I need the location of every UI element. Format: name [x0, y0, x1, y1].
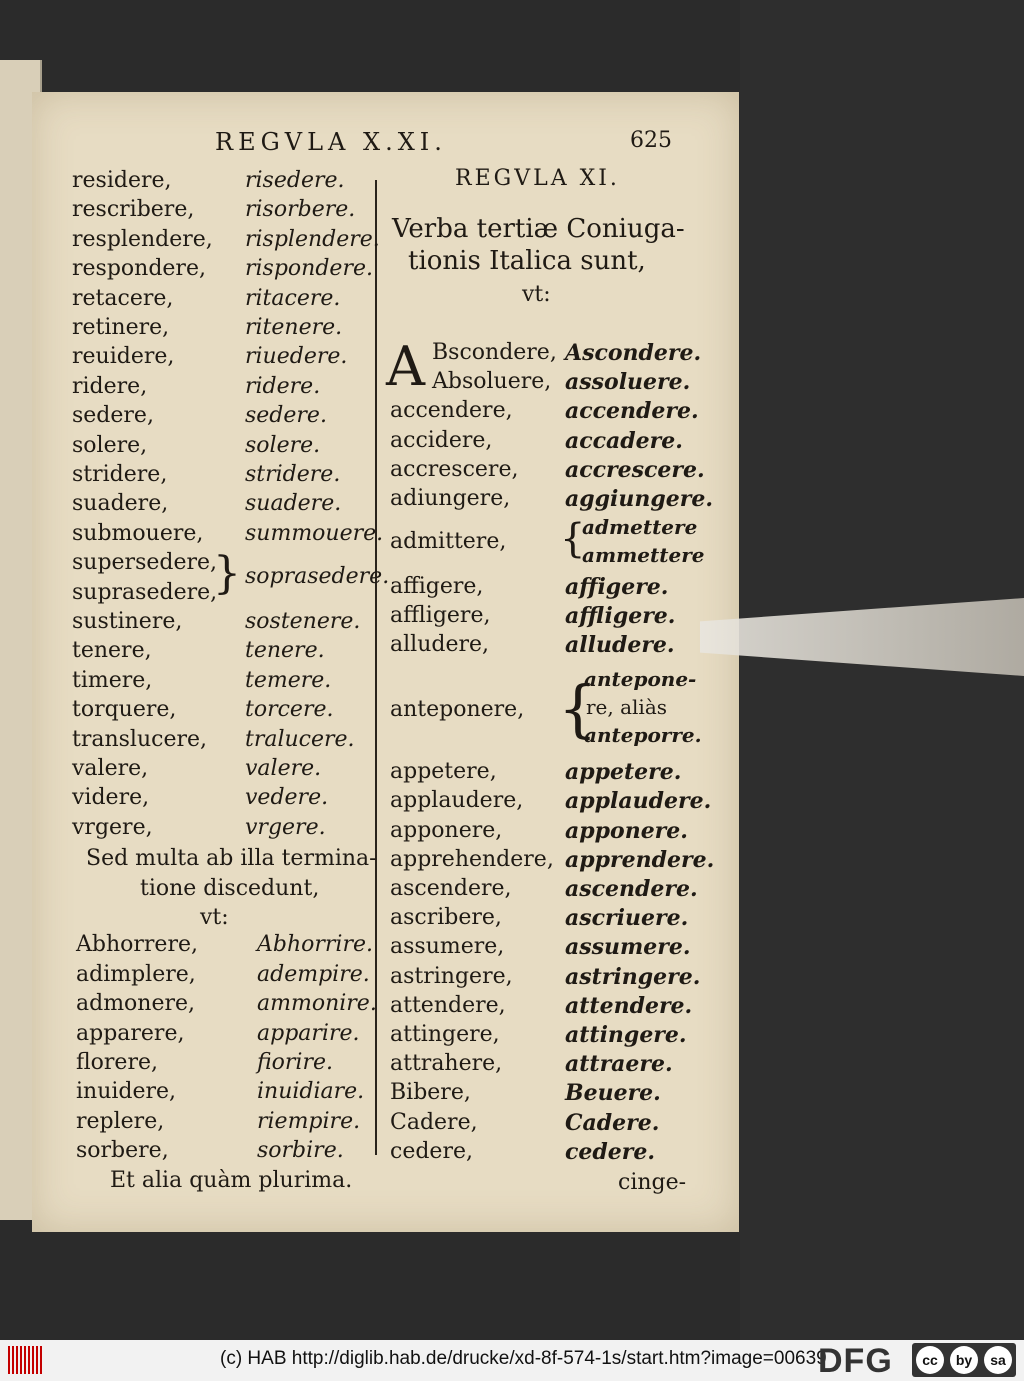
latin-word: videre,	[72, 785, 150, 811]
latin-word: alludere,	[390, 632, 489, 657]
italian-word: tralucere.	[245, 726, 355, 752]
latin-word: Cadere,	[390, 1109, 478, 1135]
latin-word: ascribere,	[390, 905, 502, 931]
latin-word: ridere,	[72, 373, 148, 399]
hab-logo-icon	[8, 1346, 48, 1374]
latin-word: vrgere,	[72, 814, 153, 840]
latin-word: apparere,	[76, 1020, 185, 1046]
italian-word: torcere.	[245, 697, 334, 723]
right-heading-vt: vt:	[522, 282, 551, 307]
latin-word: retinere,	[72, 315, 170, 340]
latin-word: sorbere,	[76, 1138, 169, 1164]
latin-word: cedere,	[390, 1138, 473, 1164]
latin-word: replere,	[76, 1108, 165, 1134]
italian-word: solere.	[245, 432, 321, 458]
latin-word: solere,	[72, 432, 148, 458]
italian-word: cedere.	[565, 1138, 656, 1165]
italian-word: apparire.	[257, 1020, 360, 1046]
latin-word: Bibere,	[390, 1080, 471, 1106]
italian-word: sedere.	[245, 403, 327, 429]
italian-word: fiorire.	[257, 1050, 334, 1075]
latin-word: Abhorrere,	[76, 932, 198, 958]
latin-word: affigere,	[390, 573, 484, 599]
latin-word: stridere,	[72, 462, 168, 487]
italian-word: ritacere.	[245, 285, 341, 311]
italian-word: re, aliàs	[586, 695, 668, 720]
italian-word: suadere.	[245, 491, 342, 517]
running-title: REGVLA X.XI.	[215, 128, 447, 156]
italian-word: assumere.	[565, 934, 691, 961]
latin-word: ascendere,	[390, 876, 512, 901]
italian-word: summouere.	[245, 520, 384, 546]
cc-license-badge[interactable]	[912, 1343, 1016, 1377]
italian-word: sostenere.	[245, 609, 361, 634]
right-heading-line1: Verba tertiæ Coniuga-	[392, 214, 685, 244]
latin-word: attendere,	[390, 992, 506, 1018]
italian-word: anteporre.	[584, 723, 702, 748]
italian-word: ascendere.	[565, 876, 698, 902]
italian-word: affigere.	[565, 573, 669, 600]
italian-word: alludere.	[565, 632, 675, 658]
italian-word: ascriuere.	[565, 905, 689, 932]
brace-icon: {	[558, 672, 598, 746]
latin-word: applaudere,	[390, 788, 524, 814]
latin-word: attingere,	[390, 1022, 500, 1047]
note-line: tione discedunt,	[140, 875, 320, 901]
italian-word: affligere.	[565, 602, 676, 629]
latin-word: supersedere,	[72, 550, 218, 576]
latin-word: translucere,	[72, 726, 208, 752]
latin-word: tenere,	[72, 638, 152, 664]
drop-cap: A	[386, 335, 425, 398]
latin-word: apprehendere,	[390, 846, 554, 872]
italian-word: risorbere.	[245, 197, 356, 223]
italian-word: risplendere.	[245, 226, 380, 252]
italian-word: Ascondere.	[565, 340, 702, 366]
italian-word: vrgere.	[245, 814, 326, 840]
italian-word: adempire.	[257, 961, 370, 987]
note-vt: vt:	[200, 905, 229, 930]
right-heading-line2: tionis Italica sunt,	[408, 246, 646, 276]
latin-word: submouere,	[72, 520, 204, 546]
italian-word: assoluere.	[565, 369, 691, 396]
latin-word: adiungere,	[390, 486, 511, 511]
italian-word: Beuere.	[565, 1080, 661, 1107]
italian-word: attraere.	[565, 1051, 673, 1078]
latin-word: rescribere,	[72, 197, 195, 223]
italian-word: ridere.	[245, 373, 321, 399]
italian-word: aggiungere.	[565, 486, 713, 512]
italian-word: applaudere.	[565, 788, 712, 815]
cc-icon: cc	[916, 1346, 944, 1374]
italian-word: astringere.	[565, 963, 701, 990]
italian-word: accrescere.	[565, 456, 705, 483]
latin-word: torquere,	[72, 697, 177, 723]
italian-word: valere.	[245, 756, 322, 781]
latin-word: retacere,	[72, 285, 174, 311]
right-column-title: REGVLA XI.	[455, 166, 620, 191]
latin-word: respondere,	[72, 256, 206, 282]
latin-word: timere,	[72, 667, 153, 693]
italian-word: Cadere.	[565, 1109, 660, 1136]
italian-word: apprendere.	[565, 846, 715, 873]
italian-word: appetere.	[565, 759, 682, 786]
closing-line: Et alia quàm plurima.	[110, 1167, 353, 1193]
latin-word: apponere,	[390, 817, 503, 843]
italian-word: ritenere.	[245, 315, 343, 340]
sa-icon: sa	[984, 1346, 1012, 1374]
italian-word: ammettere	[582, 543, 705, 568]
latin-word: suprasedere,	[72, 579, 218, 605]
latin-word: assumere,	[390, 934, 505, 960]
italian-word: soprasedere.	[245, 564, 390, 590]
italian-word: admettere	[582, 515, 698, 540]
latin-word: suadere,	[72, 491, 169, 517]
italian-word: Abhorrire.	[257, 932, 373, 958]
italian-word: inuidiare.	[257, 1079, 365, 1105]
latin-word: reuidere,	[72, 344, 175, 370]
italian-word: riempire.	[257, 1108, 361, 1134]
latin-word: Absoluere,	[432, 369, 552, 395]
latin-word: resplendere,	[72, 226, 213, 252]
brace-icon: {	[560, 516, 586, 563]
catchword: cinge-	[618, 1170, 687, 1195]
latin-word: affligere,	[390, 602, 491, 628]
italian-word: attingere.	[565, 1022, 687, 1048]
latin-word: appetere,	[390, 759, 497, 785]
italian-word: risedere.	[245, 168, 345, 193]
italian-word: tenere.	[245, 638, 325, 664]
latin-word: adimplere,	[76, 961, 196, 987]
italian-word: attendere.	[565, 992, 693, 1019]
italian-word: temere.	[245, 667, 332, 693]
latin-word: accendere,	[390, 398, 513, 424]
latin-word: accidere,	[390, 427, 493, 453]
latin-word: sedere,	[72, 403, 154, 429]
latin-word: Bscondere,	[432, 340, 557, 365]
italian-word: rispondere.	[245, 256, 373, 282]
italian-word: riuedere.	[245, 344, 348, 370]
latin-word: admittere,	[390, 529, 507, 555]
italian-word: apponere.	[565, 817, 688, 844]
copyright-link[interactable]: (c) HAB http://diglib.hab.de/drucke/xd-8f-574-1s/start.htm?image=00639	[220, 1348, 827, 1369]
italian-word: accendere.	[565, 398, 699, 425]
italian-word: antepone-	[584, 667, 697, 692]
latin-word: inuidere,	[76, 1079, 177, 1105]
by-icon: by	[950, 1346, 978, 1374]
italian-word: ammonire.	[257, 991, 377, 1017]
latin-word: florere,	[76, 1050, 158, 1075]
latin-word: astringere,	[390, 963, 513, 989]
latin-word: admonere,	[76, 991, 196, 1017]
italian-word: stridere.	[245, 462, 341, 487]
note-line: Sed multa ab illa termina-	[86, 846, 377, 872]
latin-word: accrescere,	[390, 456, 519, 482]
latin-word: anteponere,	[390, 697, 525, 723]
latin-word: sustinere,	[72, 609, 183, 634]
page-number: 625	[630, 128, 672, 153]
brace-icon: }	[213, 548, 241, 600]
dfg-logo: DFG	[818, 1342, 893, 1380]
italian-word: sorbire.	[257, 1138, 344, 1164]
latin-word: attrahere,	[390, 1051, 503, 1077]
latin-word: valere,	[72, 756, 149, 781]
italian-word: vedere.	[245, 785, 329, 811]
latin-word: residere,	[72, 168, 172, 193]
italian-word: accadere.	[565, 427, 683, 454]
